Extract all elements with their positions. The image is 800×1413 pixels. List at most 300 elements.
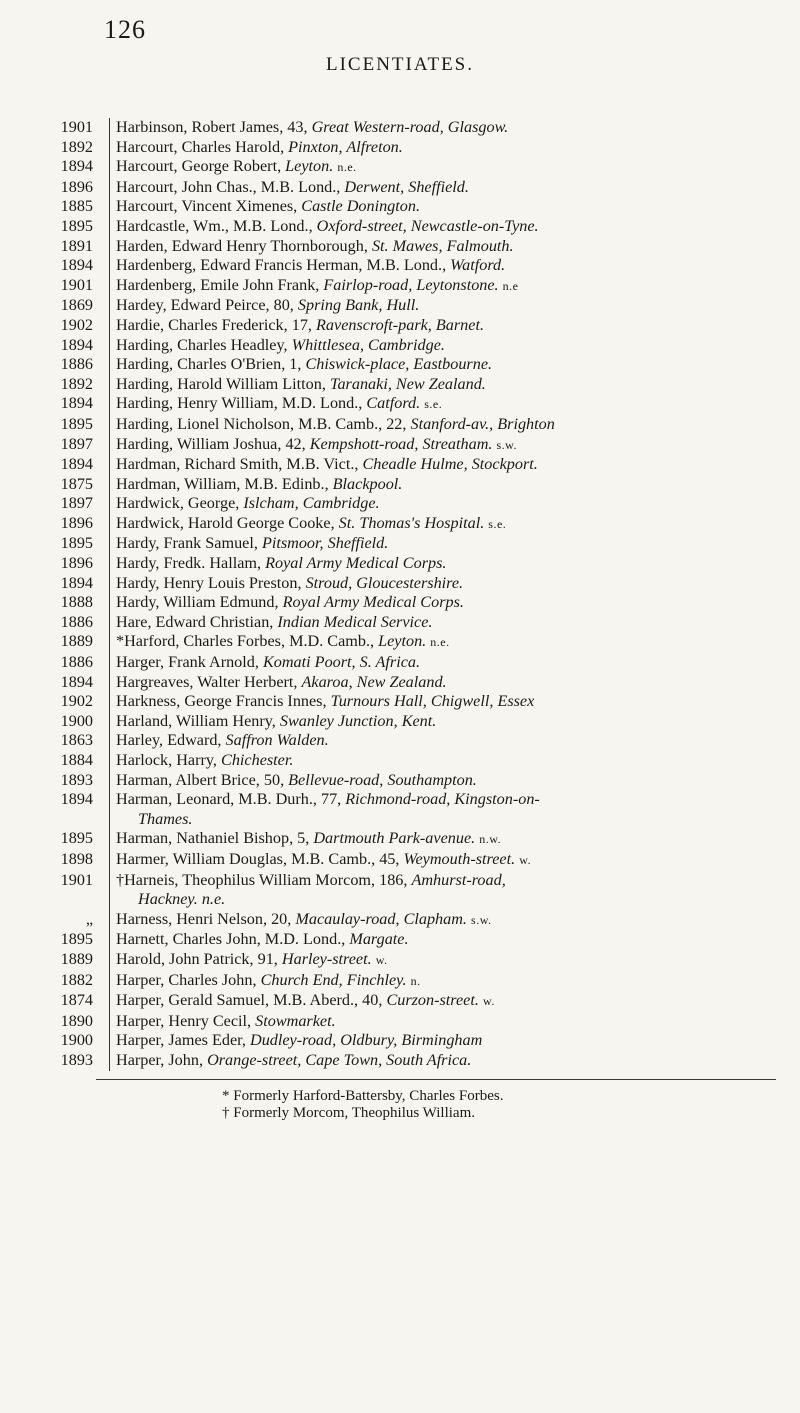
entry-name: Harman, Leonard, M.B. Durh., 77, <box>116 790 346 809</box>
entry-name: Harding, Harold William Litton, <box>116 374 330 393</box>
entry-name: Harley, Edward, <box>116 731 226 750</box>
entry-name: Harding, Charles Headley, <box>116 335 292 354</box>
entry-year: 1889 <box>60 949 93 968</box>
list-item <box>18 712 798 732</box>
entry-address: Fairlop-road, Leytonstone. <box>323 275 499 294</box>
list-item <box>18 971 798 992</box>
list-item <box>18 613 798 633</box>
list-item <box>18 1031 798 1051</box>
entry-address: Great Western-road, Glasgow. <box>311 118 509 136</box>
entry-name: Harding, William Joshua, 42, <box>116 434 310 453</box>
entry-text <box>116 514 798 535</box>
entry-name: Hardwick, Harold George Cooke, <box>116 513 339 532</box>
entry-text <box>116 157 798 178</box>
entry-address: Amhurst-road, <box>411 870 506 889</box>
entry-year-blank <box>18 810 93 830</box>
list-item <box>18 1051 798 1071</box>
entry-address: Taranaki, New Zealand. <box>329 374 486 393</box>
entry-text <box>116 771 798 791</box>
list-item <box>18 178 798 198</box>
entry-text <box>116 355 798 375</box>
entry-address: Watford. <box>450 256 506 275</box>
entry-mark: † <box>116 870 125 889</box>
entry-name: Hardman, Richard Smith, M.B. Vict., <box>116 455 363 474</box>
column-rule <box>109 494 110 514</box>
entry-year: 1863 <box>60 731 93 750</box>
column-rule <box>109 771 110 791</box>
column-rule <box>109 673 110 693</box>
column-rule <box>109 534 110 554</box>
entry-name: Harper, Henry Cecil, <box>116 1011 256 1030</box>
entry-name: Harper, John, <box>116 1050 208 1069</box>
column-rule <box>109 692 110 712</box>
entry-text <box>116 336 798 356</box>
entry-name: Harding, Lionel Nicholson, M.B. Camb., 22, <box>116 414 411 433</box>
entry-address: Blackpool. <box>332 474 403 493</box>
entry-name: Harness, Henri Nelson, 20, <box>116 909 296 928</box>
entry-year: „ <box>85 909 93 928</box>
list-item <box>18 237 798 257</box>
entry-name: Hardy, Fredk. Hallam, <box>116 554 266 573</box>
entry-address: Chiswick-place, Eastbourne. <box>305 355 493 374</box>
column-rule <box>109 276 110 297</box>
list-item <box>18 930 798 950</box>
entry-address: Catford. <box>366 394 421 413</box>
column-rule <box>109 632 110 653</box>
list-item <box>18 751 798 771</box>
entry-year: 1892 <box>60 374 93 393</box>
column-rule <box>109 810 110 830</box>
entry-name: Harmer, William Douglas, M.B. Camb., 45, <box>116 849 404 868</box>
list-item <box>18 394 798 415</box>
column-rule <box>109 1031 110 1051</box>
entry-text <box>116 534 798 554</box>
list-item <box>18 850 798 871</box>
entry-year: 1886 <box>60 612 93 631</box>
entry-text <box>116 574 798 594</box>
entry-name: Hardenberg, Emile John Frank, <box>116 275 324 294</box>
entry-postal-district: n. <box>410 973 421 988</box>
entry-name: Harding, Henry William, M.D. Lond., <box>116 394 367 413</box>
column-rule <box>109 574 110 594</box>
entry-address: Harley-street. <box>281 949 372 968</box>
entry-text <box>116 138 798 158</box>
list-item <box>18 217 798 237</box>
entry-year: 1896 <box>60 177 93 196</box>
entry-address: Weymouth-street. <box>403 849 516 868</box>
footnote: † Formerly Morcom, Theophilus William. <box>222 1105 475 1121</box>
entry-year: 1896 <box>60 513 93 532</box>
entry-address: Akaroa, New Zealand. <box>301 672 447 691</box>
entry-year: 1890 <box>60 1011 93 1030</box>
entry-text <box>116 930 798 950</box>
entry-name: Harbinson, Robert James, 43, <box>116 118 312 136</box>
footnote-divider <box>96 1079 776 1080</box>
list-item <box>18 316 798 336</box>
list-item <box>18 771 798 791</box>
entry-address: Komati Poort, S. Africa. <box>262 653 421 672</box>
entry-address: Stroud, Gloucestershire. <box>305 573 464 592</box>
list-item <box>18 950 798 971</box>
footnote: * Formerly Harford-Battersby, Charles Forbes. <box>222 1088 504 1104</box>
entry-text <box>116 1012 798 1032</box>
entry-continuation: Thames. <box>138 809 193 828</box>
list-item <box>18 574 798 594</box>
list-item <box>18 653 798 673</box>
entry-year: 1875 <box>60 474 93 493</box>
entry-address: Stowmarket. <box>255 1011 336 1030</box>
entry-address: Pitsmoor, Sheffield. <box>261 534 389 553</box>
entry-address: Richmond-road, Kingston-on- <box>345 790 540 809</box>
entry-year-blank <box>18 890 93 910</box>
entry-year: 1901 <box>60 118 93 136</box>
column-rule <box>109 850 110 871</box>
entry-text <box>116 435 798 456</box>
footnotes <box>222 1088 503 1122</box>
list-item <box>18 910 798 931</box>
column-rule <box>109 475 110 495</box>
entry-address: Turnours Hall, Chigwell, Essex <box>330 692 535 711</box>
entry-address: Indian Medical Service. <box>277 612 433 631</box>
entry-text <box>116 276 798 297</box>
entry-year: 1888 <box>60 593 93 612</box>
entry-name: Hardie, Charles Frederick, 17, <box>116 315 317 334</box>
entry-year: 1893 <box>60 1050 93 1069</box>
list-item <box>18 455 798 475</box>
list-item <box>18 514 798 535</box>
entry-postal-district: n.e <box>502 278 519 293</box>
entry-year: 1897 <box>60 494 93 513</box>
entry-address: Church End, Finchley. <box>260 970 407 989</box>
entry-address: Orange-street, Cape Town, South Africa. <box>207 1050 472 1069</box>
column-rule <box>109 138 110 158</box>
entry-text <box>116 415 798 435</box>
entry-year: 1900 <box>60 1031 93 1050</box>
column-rule <box>109 871 110 891</box>
entry-name: Hardenberg, Edward Francis Herman, M.B. Lond., <box>116 256 451 275</box>
entry-postal-district: w. <box>519 852 532 867</box>
list-item <box>18 991 798 1012</box>
column-rule <box>109 751 110 771</box>
entry-name: Harneis, Theophilus William Morcom, 186, <box>124 870 412 889</box>
entry-name: Harlock, Harry, <box>116 751 222 769</box>
entry-year: 1895 <box>60 829 93 848</box>
entry-address: Castle Donington. <box>301 197 420 216</box>
entry-name: Hardy, Henry Louis Preston, <box>116 573 306 592</box>
entry-year: 1895 <box>60 414 93 433</box>
list-item <box>18 534 798 554</box>
entry-year: 1894 <box>60 790 93 809</box>
column-rule <box>109 217 110 237</box>
entry-name: Harcourt, John Chas., M.B. Lond., <box>116 177 345 196</box>
entry-year: 1896 <box>60 554 93 573</box>
entry-text <box>116 751 798 771</box>
list-item <box>18 138 798 158</box>
entry-text <box>116 673 798 693</box>
entry-year: 1886 <box>60 355 93 374</box>
entry-address: Leyton. <box>285 157 334 176</box>
entry-address: Derwent, Sheffield. <box>344 177 469 196</box>
entry-address: Saffron Walden. <box>225 731 329 750</box>
entry-address: Dudley-road, Oldbury, Birmingham <box>250 1031 483 1050</box>
entry-name: Hardman, William, M.B. Edinb., <box>116 474 333 493</box>
entry-text <box>116 790 798 810</box>
list-item <box>18 435 798 456</box>
entry-text <box>116 475 798 495</box>
entry-text <box>116 712 798 732</box>
entry-text <box>116 653 798 673</box>
entry-address: Swanley Junction, Kent. <box>279 711 437 730</box>
column-rule <box>109 731 110 751</box>
list-item <box>18 871 798 891</box>
column-rule <box>109 829 110 850</box>
entry-year: 1895 <box>60 534 93 553</box>
entry-text <box>116 950 798 971</box>
entry-address: Royal Army Medical Corps. <box>265 554 447 573</box>
entry-postal-district: w. <box>482 994 495 1009</box>
entry-name: Hardcastle, Wm., M.B. Lond., <box>116 216 317 235</box>
list-item-continuation <box>18 890 798 910</box>
entry-address: Kempshott-road, Streatham. <box>309 434 493 453</box>
list-item <box>18 494 798 514</box>
entry-text <box>116 375 798 395</box>
entry-name: Harkness, George Francis Innes, <box>116 692 331 711</box>
column-rule <box>109 712 110 732</box>
column-rule <box>109 197 110 217</box>
entry-year: 1902 <box>60 692 93 711</box>
entry-text <box>116 850 798 871</box>
entry-year: 1902 <box>60 315 93 334</box>
licentiates-list <box>18 118 798 1071</box>
entry-year: 1893 <box>60 770 93 789</box>
column-rule <box>109 237 110 257</box>
column-rule <box>109 415 110 435</box>
column-rule <box>109 593 110 613</box>
column-rule <box>109 1051 110 1071</box>
entry-name: Harold, John Patrick, 91, <box>116 949 282 968</box>
entry-name: Harper, James Eder, <box>116 1031 250 1050</box>
entry-name: Harden, Edward Henry Thornborough, <box>116 236 372 255</box>
column-rule <box>109 930 110 950</box>
entry-text <box>116 394 798 415</box>
entry-text <box>116 217 798 237</box>
entry-name: Harman, Albert Brice, 50, <box>116 770 289 789</box>
entry-text <box>116 197 798 217</box>
entry-name: Harcourt, Charles Harold, <box>116 137 289 156</box>
entry-text <box>116 237 798 257</box>
entry-address: Chichester. <box>221 751 294 769</box>
column-rule <box>109 613 110 633</box>
column-rule <box>109 890 110 910</box>
list-item <box>18 475 798 495</box>
entry-postal-district: w. <box>375 952 388 967</box>
entry-postal-district: s.e. <box>424 397 443 412</box>
list-item <box>18 415 798 435</box>
entry-address: Royal Army Medical Corps. <box>282 593 464 612</box>
list-item <box>18 197 798 217</box>
entry-address: Whittlesea, Cambridge. <box>291 335 445 354</box>
entry-postal-district: s.e. <box>488 516 507 531</box>
column-rule <box>109 910 110 931</box>
entry-text <box>116 1031 798 1051</box>
list-item <box>18 554 798 574</box>
entry-address: Spring Bank, Hull. <box>297 296 420 315</box>
list-item <box>18 692 798 712</box>
entry-name: Harman, Nathaniel Bishop, 5, <box>116 829 314 848</box>
entry-text <box>116 593 798 613</box>
entry-name: Harper, Charles John, <box>116 970 261 989</box>
column-rule <box>109 336 110 356</box>
entry-text <box>116 296 798 316</box>
entry-address: St. Thomas's Hospital. <box>338 513 485 532</box>
entry-year: 1901 <box>60 275 93 294</box>
list-item <box>18 118 798 138</box>
entry-year: 1889 <box>60 632 93 651</box>
entry-postal-district: n.e. <box>337 160 357 175</box>
column-rule <box>109 514 110 535</box>
column-rule <box>109 991 110 1012</box>
entry-year: 1886 <box>60 653 93 672</box>
entry-year: 1894 <box>60 335 93 354</box>
entry-text <box>116 692 798 712</box>
entry-name: Hardy, William Edmund, <box>116 593 283 612</box>
entry-address: Margate. <box>349 930 409 949</box>
column-rule <box>109 296 110 316</box>
entry-postal-district: s.w. <box>496 437 518 452</box>
entry-year: 1869 <box>60 296 93 315</box>
list-item <box>18 157 798 178</box>
column-rule <box>109 394 110 415</box>
entry-address: Cheadle Hulme, Stockport. <box>362 455 538 474</box>
entry-text <box>116 731 798 751</box>
entry-year: 1900 <box>60 711 93 730</box>
list-item <box>18 731 798 751</box>
entry-name: Harcourt, George Robert, <box>116 157 286 176</box>
entry-year: 1895 <box>60 216 93 235</box>
list-item <box>18 256 798 276</box>
list-item <box>18 375 798 395</box>
column-rule <box>109 790 110 810</box>
entry-text <box>116 910 798 931</box>
entry-text <box>116 971 798 992</box>
column-rule <box>109 435 110 456</box>
entry-text <box>116 494 798 514</box>
list-item <box>18 593 798 613</box>
entry-year: 1882 <box>60 970 93 989</box>
entry-mark: * <box>116 632 125 651</box>
entry-year: 1894 <box>60 573 93 592</box>
entry-text <box>116 178 798 198</box>
entry-year: 1895 <box>60 930 93 949</box>
list-item <box>18 790 798 810</box>
entry-year: 1901 <box>60 870 93 889</box>
entry-year: 1892 <box>60 137 93 156</box>
column-rule <box>109 950 110 971</box>
entry-year: 1884 <box>60 751 93 769</box>
page-number: 126 <box>104 15 146 44</box>
column-rule <box>109 375 110 395</box>
entry-name: Harding, Charles O'Brien, 1, <box>116 355 306 374</box>
entry-year: 1894 <box>60 157 93 176</box>
entry-name: Harcourt, Vincent Ximenes, <box>116 197 302 216</box>
entry-text <box>116 316 798 336</box>
entry-text <box>116 118 798 138</box>
entry-address: Islcham, Cambridge. <box>243 494 380 513</box>
entry-year: 1894 <box>60 394 93 413</box>
entry-text <box>116 1051 798 1071</box>
column-rule <box>109 118 110 138</box>
entry-postal-district: n.e. <box>430 635 450 650</box>
column-rule <box>109 1012 110 1032</box>
running-head: LICENTIATES. <box>325 54 474 75</box>
entry-text <box>116 455 798 475</box>
entry-year: 1891 <box>60 236 93 255</box>
entry-year: 1874 <box>60 991 93 1010</box>
list-item-continuation <box>18 810 798 830</box>
list-item <box>18 276 798 297</box>
entry-name: Hare, Edward Christian, <box>116 612 278 631</box>
entry-address: Pinxton, Alfreton. <box>288 137 403 156</box>
entry-text <box>116 256 798 276</box>
column-rule <box>109 554 110 574</box>
column-rule <box>109 256 110 276</box>
entry-name: Harnett, Charles John, M.D. Lond., <box>116 930 350 949</box>
entry-text <box>116 829 798 850</box>
list-item <box>18 296 798 316</box>
column-rule <box>109 653 110 673</box>
list-item <box>18 1012 798 1032</box>
entry-name: Hardey, Edward Peirce, 80, <box>116 296 298 315</box>
column-rule <box>109 316 110 336</box>
column-rule <box>109 455 110 475</box>
entry-address: Dartmouth Park-avenue. <box>313 829 476 848</box>
entry-name: Harland, William Henry, <box>116 711 280 730</box>
column-rule <box>109 971 110 992</box>
entry-address: Leyton. <box>378 632 427 651</box>
entry-name: Hardwick, George, <box>116 494 244 513</box>
entry-name: Hardy, Frank Samuel, <box>116 534 262 553</box>
entry-address: Oxford-street, Newcastle-on-Tyne. <box>316 216 539 235</box>
entry-address: Stanford-av., Brighton <box>410 414 555 433</box>
column-rule <box>109 178 110 198</box>
entry-name: Harper, Gerald Samuel, M.B. Aberd., 40, <box>116 991 387 1010</box>
entry-address: Macaulay-road, Clapham. <box>295 909 467 928</box>
entry-name: Harger, Frank Arnold, <box>116 653 263 672</box>
list-item <box>18 829 798 850</box>
entry-year: 1894 <box>60 256 93 275</box>
entry-postal-district: s.w. <box>471 912 492 927</box>
list-item <box>18 673 798 693</box>
entry-text <box>116 613 798 633</box>
list-item <box>18 355 798 375</box>
entry-text <box>116 554 798 574</box>
column-rule <box>109 355 110 375</box>
entry-text <box>116 991 798 1012</box>
entry-text <box>116 632 798 653</box>
list-item <box>18 336 798 356</box>
entry-address: Ravenscroft-park, Barnet. <box>316 315 485 334</box>
entry-name: Harford, Charles Forbes, M.D. Camb., <box>124 632 379 651</box>
entry-address: Curzon-street. <box>386 991 479 1010</box>
entry-continuation: Hackney. n.e. <box>138 890 226 909</box>
entry-year: 1897 <box>60 434 93 453</box>
entry-text <box>116 871 798 891</box>
entry-name: Hargreaves, Walter Herbert, <box>116 672 302 691</box>
entry-year: 1894 <box>60 672 93 691</box>
entry-year: 1898 <box>60 849 93 868</box>
entry-year: 1894 <box>60 455 93 474</box>
entry-address: Bellevue-road, Southampton. <box>288 770 477 789</box>
